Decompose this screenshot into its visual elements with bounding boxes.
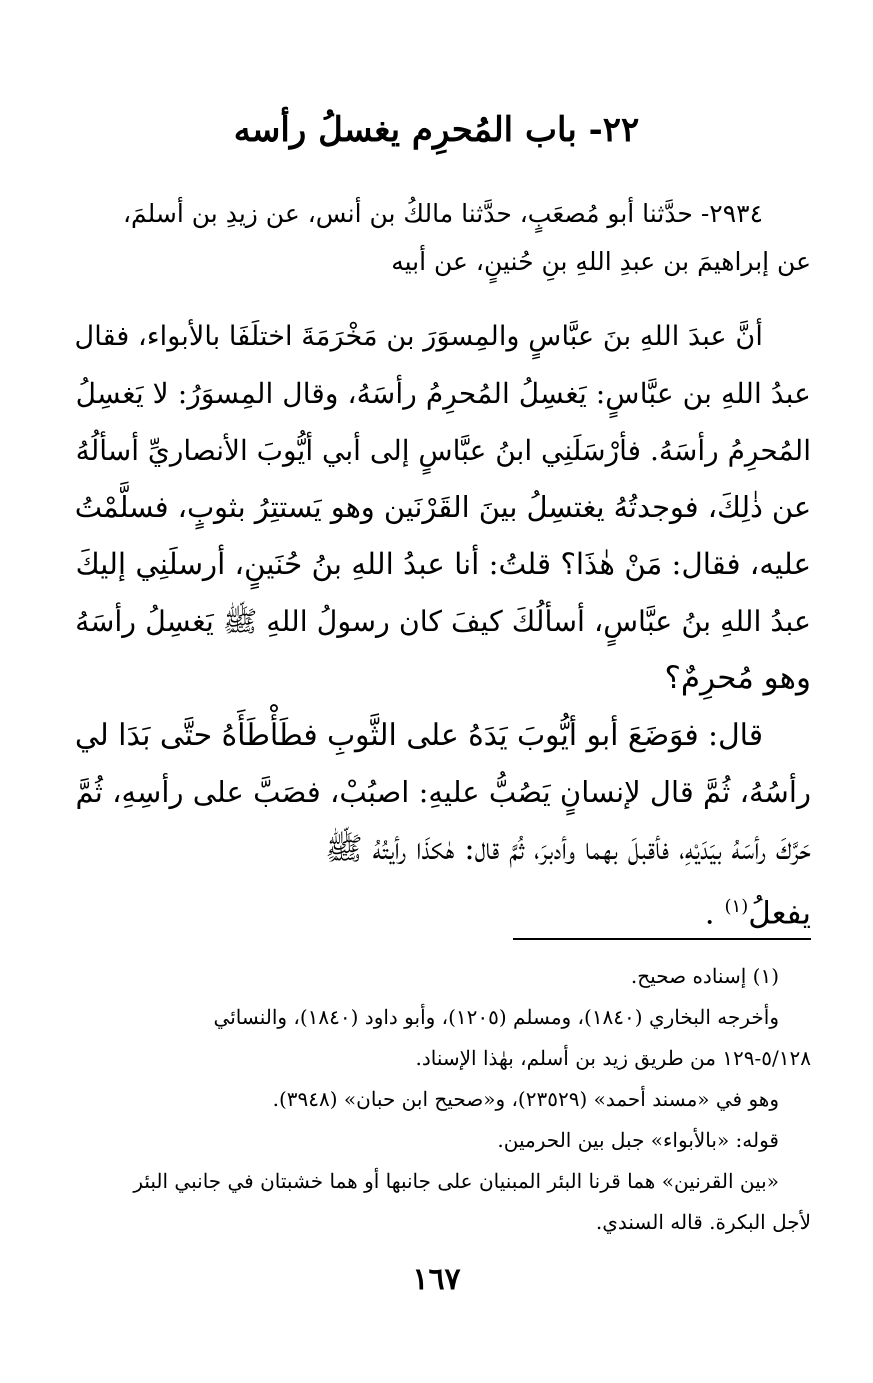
- footnote-line: ٥/١٢٨-١٢٩ من طريق زيد بن أسلم، بهٰذا الإسناد.: [415, 1046, 811, 1070]
- hadith-matn-paragraph-1: [60, 308, 811, 707]
- matn-line: أنَّ عبدَ اللهِ بنَ عبَّاسٍ والمِسوَرَ بن مَخْرَمَةَ اختلَفَا بالأبواء، فقال: [74, 321, 763, 352]
- footnote-separator: [513, 938, 811, 940]
- footnote-marker: (١): [724, 896, 749, 917]
- matn-last-line: [60, 878, 811, 935]
- matn-line: حَرَّكَ رأسَهُ بيَدَيْهِ، فأقبلَ بهما وأدبرَ، ثُمَّ قال: هٰكذَا رأيتُهُ ﷺ: [325, 831, 811, 867]
- matn-line: يفعلُ: [748, 895, 811, 932]
- hadith-isnad: [60, 190, 811, 286]
- hadith-matn-paragraph-2: [60, 707, 811, 935]
- matn-line: وهو مُحرِمٌ؟: [664, 660, 811, 696]
- matn-line: رأسُهُ، ثُمَّ قال لإنسانٍ يَصُبُّ عليهِ: اصبُبْ، فصَبَّ على رأسِهِ، ثُمَّ: [75, 775, 811, 809]
- page-number: ١٦٧: [412, 1262, 461, 1297]
- matn-line: عبدُ اللهِ بنُ عبَّاسٍ، أسألُكَ كيفَ كان رسولُ اللهِ ﷺ يَغسِلُ رأسَهُ: [75, 605, 811, 638]
- matn-line: المُحرِمُ رأسَهُ. فأرْسَلَنِي ابنُ عبَّاسٍ إلى أبي أيُّوبَ الأنصاريِّ أسألُهُ: [75, 434, 811, 467]
- isnad-line: عن إبراهيمَ بن عبدِ اللهِ بنِ حُنينٍ، عن أبيه: [391, 247, 811, 276]
- chapter-title: ٢٢- باب المُحرِم يغسلُ رأسه: [233, 110, 640, 150]
- matn-line: عبدُ اللهِ بن عبَّاسٍ: يَغسِلُ المُحرِمُ رأسَهُ، وقال المِسوَرُ: لا يَغسِلُ: [75, 377, 811, 410]
- footnote-line: لأجل البكرة. قاله السندي.: [595, 1210, 811, 1234]
- footnote-line: (١) إسناده صحيح.: [630, 964, 779, 988]
- matn-end-punctuation: .: [704, 895, 725, 932]
- footnotes: [60, 956, 811, 1243]
- footnote-line: «بين القرنين» هما قرنا البئر المبنيان على جانبها أو هما خشبتان في جانبي البئر: [133, 1169, 779, 1193]
- isnad-line: ٢٩٣٤- حدَّثنا أبو مُصعَبٍ، حدَّثنا مالكُ بن أنس، عن زيدِ بن أسلمَ،: [122, 199, 763, 228]
- matn-line: قال: فوَضَعَ أبو أيُّوبَ يَدَهُ على الثَّوبِ فطَأْطَأَهُ حتَّى بَدَا لي: [74, 718, 763, 753]
- footnote-line: وهو في «مسند أحمد» (٢٣٥٢٩)، و«صحيح ابن حبان» (٣٩٤٨).: [272, 1087, 779, 1111]
- matn-line: عن ذٰلِكَ، فوجدتُهُ يغتسِلُ بينَ القَرْنَين وهو يَستتِرُ بثوبٍ، فسلَّمْتُ: [74, 490, 811, 524]
- matn-line: عليه، فقال: مَنْ هٰذَا؟ قلتُ: أنا عبدُ اللهِ بنُ حُنَينٍ، أرسلَنِي إليكَ: [75, 547, 811, 581]
- footnote-line: وأخرجه البخاري (١٨٤٠)، ومسلم (١٢٠٥)، وأبو داود (١٨٤٠)، والنسائي: [213, 1005, 779, 1029]
- footnote-line: قوله: «بالأبواء» جبل بين الحرمين.: [497, 1128, 779, 1152]
